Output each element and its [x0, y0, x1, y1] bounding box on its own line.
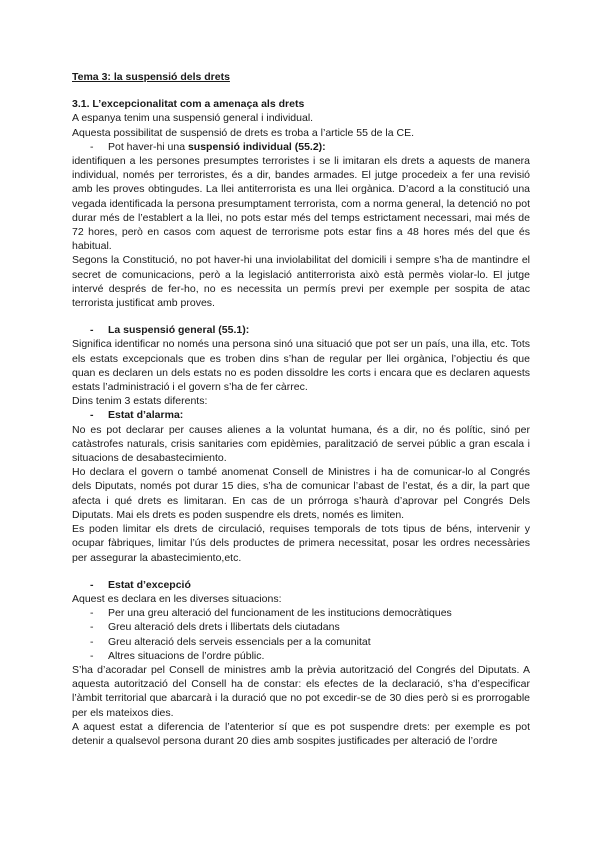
paragraph: A aquest estat a diferencia de l’atenterior sí que es pot suspendre drets: per exemple es pot detenir a qualsevol persona durant 20 dies amb sospites justificades per alteració de l’ordre [72, 720, 530, 747]
paragraph: No es pot declarar per causes alienes a la voluntat humana, és a dir, no és polític, sinó per catàstrofes naturals, crisis sanitaries com epidèmies, paralització de servei públic a gran escala i situacions de desabastecimiento. [72, 423, 530, 465]
alarma-heading: - Estat d’alarma: [72, 408, 530, 422]
document-page [72, 70, 530, 748]
bullet-suspensio-individual [72, 140, 530, 154]
list-item: - Per una greu alteració del funcionament de les institucions democràtiques [72, 606, 530, 620]
paragraph: Dins tenim 3 estats diferents: [72, 395, 208, 408]
general-heading: - La suspensió general (55.1): [72, 323, 530, 337]
spacer [72, 565, 530, 578]
paragraph: identifiquen a les persones presumptes terroristes i se li imitaran els drets a aquests de manera individual, només per terroristes, és a dir, bandes armades. El jutge procedeix a fer una revisió amb les proves obtingudes. La llei antiterrorista es una llei orgànica. D’acord a la constitució una vegada identificada la persona presumptament terrorista, com a norma general, la detenció no pot durar més de l’establert a la llei, no pots estar més del temps estrictament necessari, mai més de 72 hores, però en casos com aquest de terrorisme pots estar fins a 48 hores més del que és habitual. [72, 155, 530, 253]
list-item: - Greu alteració dels serveis essencials per a la comunitat [72, 635, 530, 649]
section-3-1-heading: 3.1. L’excepcionalitat com a amenaça als drets [72, 98, 305, 111]
paragraph: S’ha d’acoradar pel Consell de ministres amb la prèvia autorització del Congrés del Diputats. A aquesta autorització del Consell ha de constar: els efectes de la declaració, s’ha d’especificar l’àmbit territorial que abarcarà i la duració que no pot excedir-se de 30 dies però si es prorrogable per els mateixos dies. [72, 663, 530, 719]
paragraph: Aquest es declara en les diverses situacions: [72, 592, 282, 605]
excepcio-heading: - Estat d’excepció [72, 578, 530, 592]
paragraph: Ho declara el govern o també anomenat Consell de Ministres i ha de comunicar-lo al Congrés dels Diputats, només pot durar 15 dies, s’ha de comunicar l’abast de l’estat, és a dir, la part que afecta i qué drets es limitaran. En cas de un prórroga s’haurà d’aprovar pel Congrés Dels Diputats. Mai els drets es poden suspendre els drets, només es limiten. [72, 466, 530, 521]
paragraph: Aquesta possibilitat de suspensió de drets es troba a l’article 55 de la CE. [72, 126, 415, 139]
bullet-bold-label: suspensió individual (55.2): [187, 140, 326, 153]
list-item: - Greu alteració dels drets i llibertats dels ciutadans [72, 620, 530, 634]
paragraph: A espanya tenim una suspensió general i individual. [72, 112, 314, 125]
paragraph: Es poden limitar els drets de circulació, requises temporals de tots tipus de béns, intervenir y ocupar fàbriques, limitar l’ús dels productes de primera necessitat, posar les ordres necessàries per assegurar la abastecimiento,etc. [72, 523, 530, 564]
document-title: Tema 3: la suspensió dels drets [72, 71, 230, 83]
list-item: - Altres situacions de l’ordre públic. [72, 649, 530, 663]
spacer [72, 310, 530, 323]
bullet-prefix: Pot haver-hi una [108, 140, 188, 153]
paragraph: Segons la Constitució, no pot haver-hi una inviolabilitat del domicili i sempre s’ha de mantindre el secret de comunicacions, però a la legislació antiterrorista això està permès violar-lo. El jutge intervé després de fer-ho, no es necessita un permís previ per exemple per sospita de atac terrorista justificat amb proves. [72, 254, 530, 310]
paragraph: Significa identificar no només una persona sinó una situació que pot ser un país, una illa, etc. Tots els estats excepcionals que es troben dins s’han de regular per llei orgànica, l’objectiu és que quan es declaren un dels estats no es poden dissoldre les corts i encara que es declaren aquests estats l’administració i el govern s’ha de fer càrrec. [72, 338, 530, 394]
